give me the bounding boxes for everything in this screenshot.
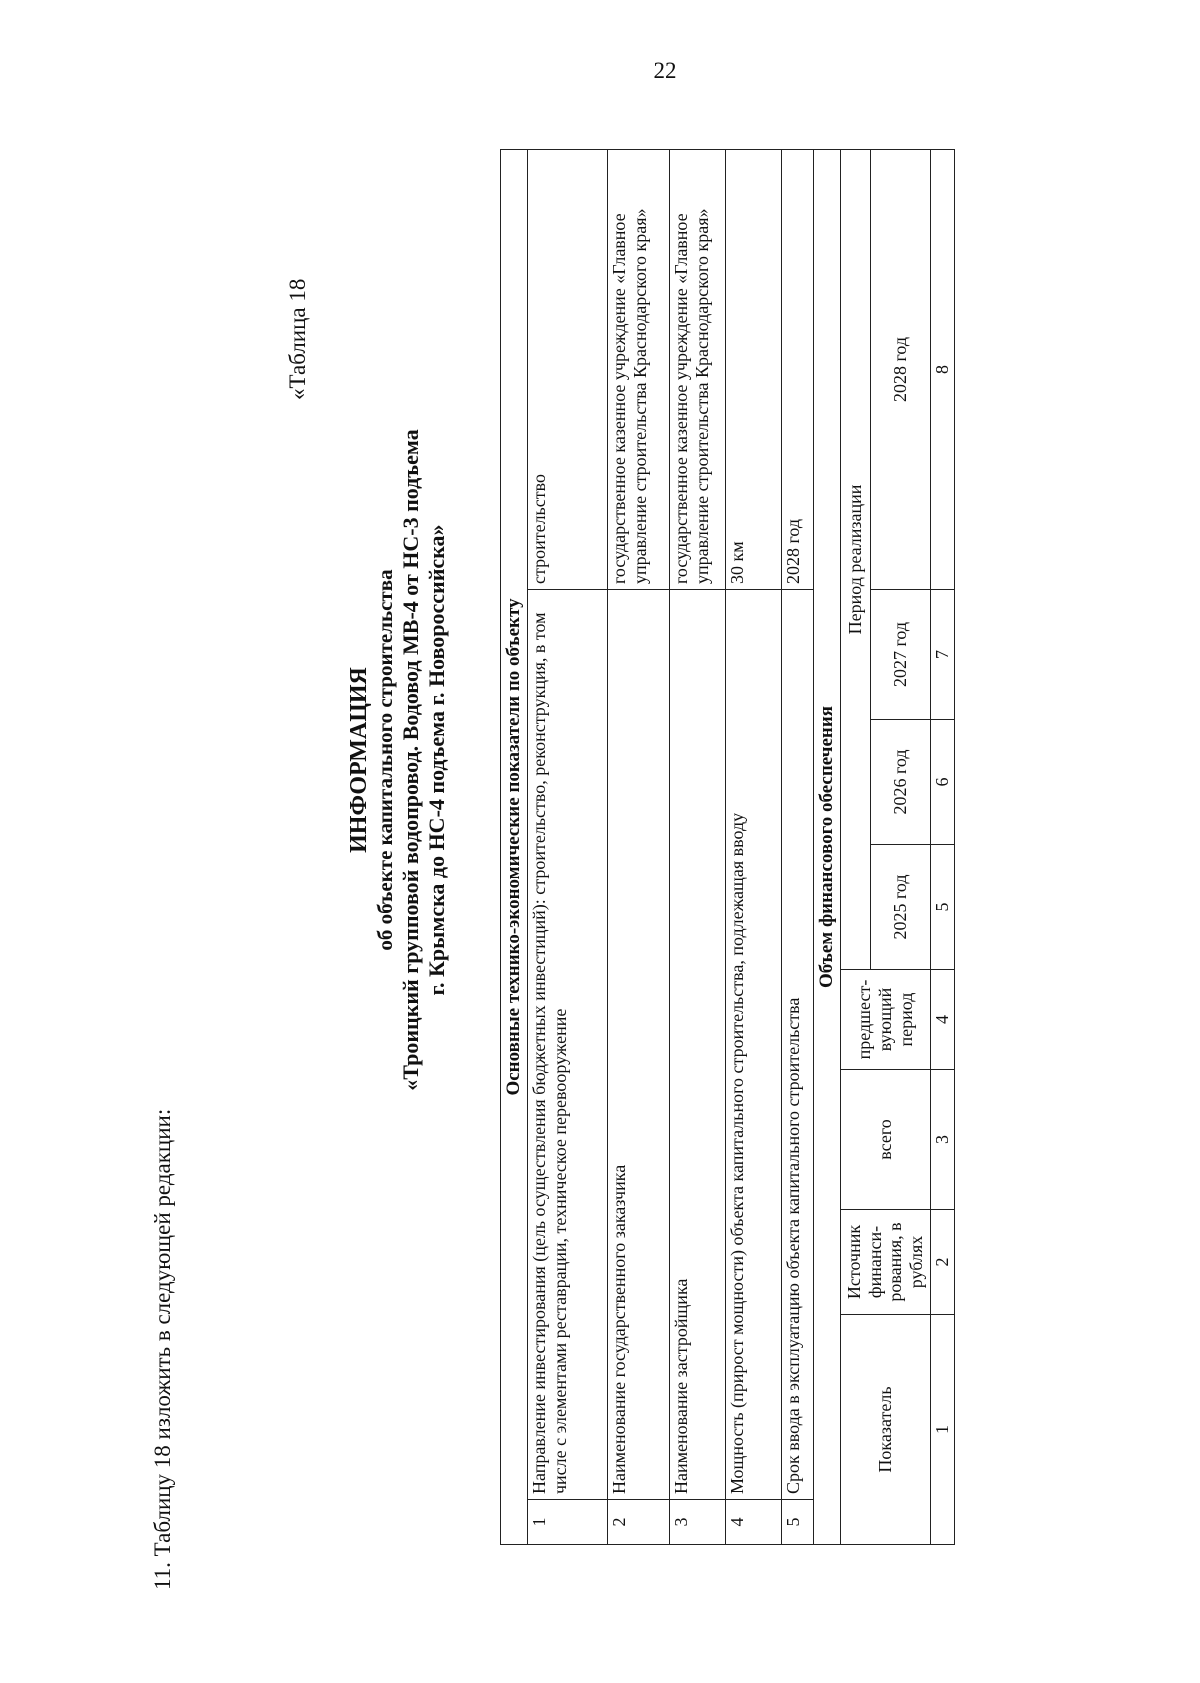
- title-subtitle: об объекте капитального строительства: [373, 569, 398, 951]
- indicator-row-1: [527, 149, 607, 1544]
- indicator-number: 2: [607, 1500, 669, 1545]
- landscape-content: [150, 130, 1100, 1590]
- indicator-number: 3: [669, 1500, 725, 1545]
- col-number: 3: [930, 1070, 954, 1210]
- col-year-2025: 2025 год: [870, 845, 930, 970]
- table-reference: «Таблица 18: [285, 278, 310, 400]
- indicator-label: Срок ввода в эксплуатацию объекта капитального строительства: [781, 590, 813, 1500]
- indicator-value: 30 км: [725, 149, 781, 589]
- col-previous-header: предшест-вующий период: [840, 970, 930, 1070]
- finance-header-row-1: [840, 149, 870, 1544]
- indicator-row-5: [781, 149, 813, 1544]
- indicator-number: 5: [781, 1500, 813, 1545]
- col-number: 6: [930, 720, 954, 845]
- indicator-row-3: [669, 149, 725, 1544]
- col-number: 5: [930, 845, 954, 970]
- finance-column-numbers: [930, 149, 954, 1544]
- section-finance-header: [813, 149, 840, 1544]
- indicator-number: 4: [725, 1500, 781, 1545]
- object-info-table: [500, 149, 955, 1545]
- indicator-label: Направление инвестирования (цель осуществления бюджетных инвестиций): строительство, реконструкция, в том числе с элементами реставрации, техническое перевооружение: [527, 590, 607, 1500]
- indicator-label: Мощность (прирост мощности) объекта капитального строительства, подлежащая вводу: [725, 590, 781, 1500]
- col-source-header: Источник финанси-рования, в рублях: [840, 1210, 930, 1315]
- indicator-label: Наименование государственного заказчика: [607, 590, 669, 1500]
- col-number: 1: [930, 1315, 954, 1545]
- indicator-row-4: [725, 149, 781, 1544]
- title-object-name-2: г. Крымска до НС-4 подъема г. Новороссийска»: [424, 524, 450, 996]
- indicator-value: государственное казенное учреждение «Главное управление строительства Краснодарского края»: [669, 149, 725, 589]
- indicator-value: строительство: [527, 149, 607, 589]
- col-number: 2: [930, 1210, 954, 1315]
- indicator-number: 1: [527, 1500, 607, 1545]
- col-number: 8: [930, 149, 954, 589]
- title-object-name-1: «Троицкий групповой водопровод. Водовод МВ-4 от НС-3 подъема: [398, 429, 424, 1091]
- col-indicator-header: Показатель: [840, 1315, 930, 1545]
- intro-text: 11. Таблицу 18 изложить в следующей редакции:: [150, 1108, 175, 1590]
- col-year-2026: 2026 год: [870, 720, 930, 845]
- col-year-2028: 2028 год: [870, 149, 930, 589]
- indicator-label: Наименование застройщика: [669, 590, 725, 1500]
- col-number: 4: [930, 970, 954, 1070]
- col-number: 7: [930, 590, 954, 720]
- section-tech-header: [501, 149, 528, 1544]
- title-main: ИНФОРМАЦИЯ: [346, 667, 372, 853]
- indicator-row-2: [607, 149, 669, 1544]
- col-total-header: всего: [840, 1070, 930, 1210]
- section-tech-title: Основные технико-экономические показатели по объекту: [501, 149, 528, 1544]
- indicator-value: государственное казенное учреждение «Главное управление строительства Краснодарского края»: [607, 149, 669, 589]
- col-period-header: Период реализации: [840, 149, 870, 969]
- page-number: 22: [653, 58, 677, 83]
- document-title: [345, 330, 450, 1190]
- col-year-2027: 2027 год: [870, 590, 930, 720]
- section-finance-title: Объем финансового обеспечения: [813, 149, 840, 1544]
- indicator-value: 2028 год: [781, 149, 813, 589]
